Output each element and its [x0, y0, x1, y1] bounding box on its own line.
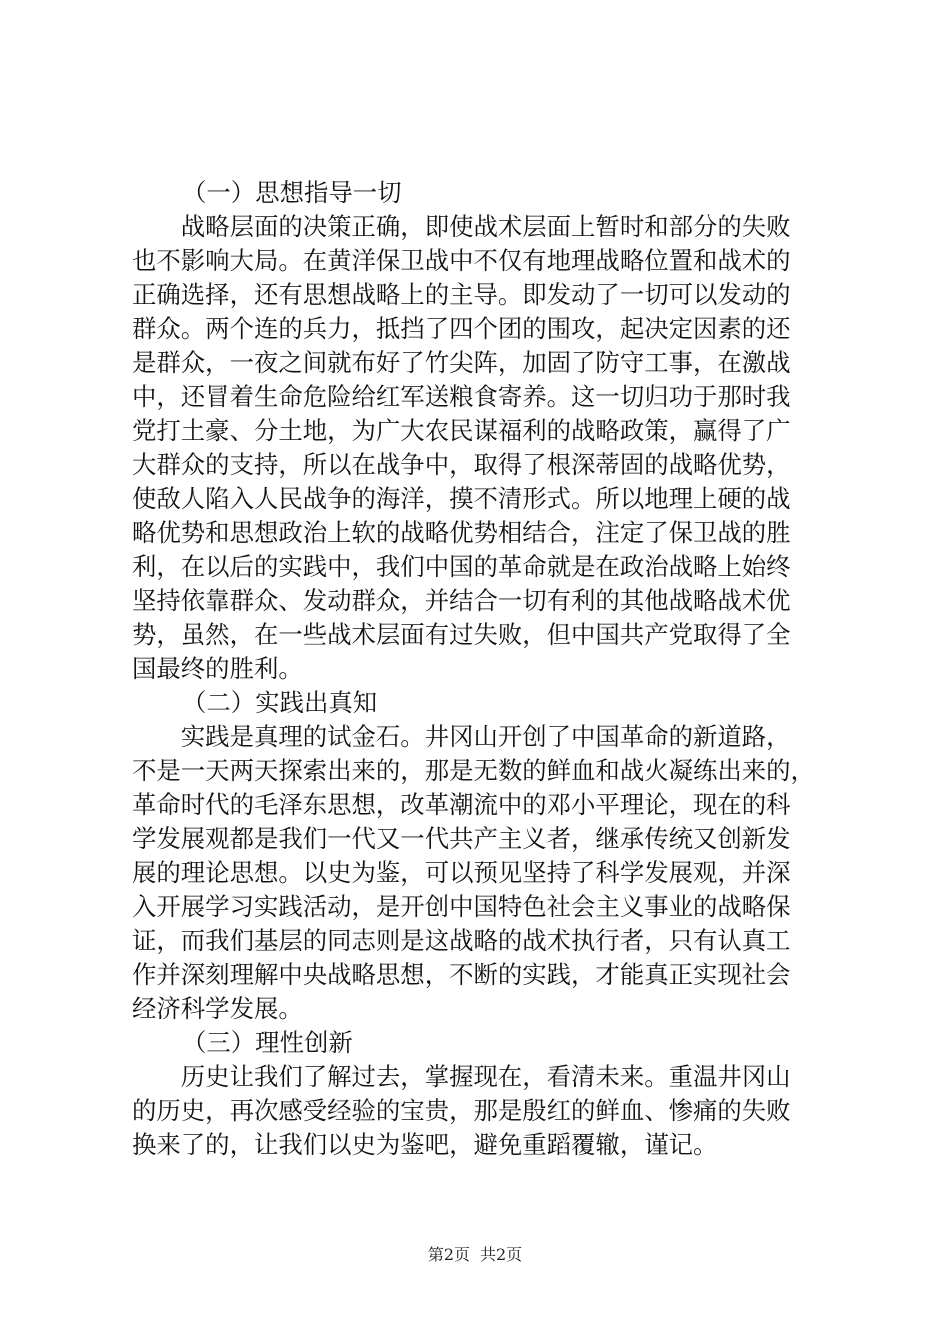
page-number: 第2页	[427, 1245, 470, 1264]
paragraph-line: 战略层面的决策正确，即使战术层面上暂时和部分的失败	[132, 212, 791, 241]
paragraph-line: 换来了的，让我们以史为鉴吧，避免重蹈覆辙，谨记。	[132, 1130, 718, 1159]
paragraph-line: 革命时代的毛泽东思想，改革潮流中的邓小平理论，现在的科	[132, 790, 791, 819]
section-heading-2: （二）实践出真知	[182, 688, 378, 717]
paragraph-line: 群众。两个连的兵力，抵挡了四个团的围攻，起决定因素的还	[132, 314, 791, 343]
paragraph-line: 展的理论思想。以史为鉴，可以预见坚持了科学发展观，并深	[132, 858, 791, 887]
paragraph-line: 经济科学发展。	[132, 994, 303, 1023]
paragraph-line: 证，而我们基层的同志则是这战略的战术执行者，只有认真工	[132, 926, 791, 955]
page-footer	[0, 1243, 950, 1267]
paragraph-line: 入开展学习实践活动，是开创中国特色社会主义事业的战略保	[132, 892, 791, 921]
paragraph-line: 学发展观都是我们一代又一代共产主义者，继承传统又创新发	[132, 824, 791, 853]
paragraph-line: 使敌人陷入人民战争的海洋，摸不清形式。所以地理上硬的战	[132, 484, 791, 513]
paragraph-line: 坚持依靠群众、发动群众，并结合一切有利的其他战略战术优	[132, 586, 791, 615]
paragraph-line: 实践是真理的试金石。井冈山开创了中国革命的新道路，	[132, 722, 791, 751]
paragraph-line: 作并深刻理解中央战略思想，不断的实践，才能真正实现社会	[132, 960, 791, 989]
paragraph-line: 的历史，再次感受经验的宝贵，那是殷红的鲜血、惨痛的失败	[132, 1096, 791, 1125]
paragraph-line: 不是一天两天探索出来的，那是无数的鲜血和战火凝练出来的，	[132, 756, 815, 785]
paragraph-line: 历史让我们了解过去，掌握现在，看清未来。重温井冈山	[132, 1062, 791, 1091]
section-heading-1: （一）思想指导一切	[182, 178, 402, 207]
paragraph-line: 利，在以后的实践中，我们中国的革命就是在政治战略上始终	[132, 552, 791, 581]
paragraph-line: 国最终的胜利。	[132, 654, 303, 683]
paragraph-line: 党打土豪、分土地，为广大农民谋福利的战略政策，赢得了广	[132, 416, 791, 445]
paragraph-line: 是群众，一夜之间就布好了竹尖阵，加固了防守工事，在激战	[132, 348, 791, 377]
paragraph-line: 中，还冒着生命危险给红军送粮食寄养。这一切归功于那时我	[132, 382, 791, 411]
page-total: 共2页	[480, 1245, 523, 1264]
paragraph-line: 大群众的支持，所以在战争中，取得了根深蒂固的战略优势，	[132, 450, 791, 479]
paragraph-line: 正确选择，还有思想战略上的主导。即发动了一切可以发动的	[132, 280, 791, 309]
paragraph-line: 也不影响大局。在黄洋保卫战中不仅有地理战略位置和战术的	[132, 246, 791, 275]
paragraph-line: 略优势和思想政治上软的战略优势相结合，注定了保卫战的胜	[132, 518, 791, 547]
section-heading-3: （三）理性创新	[182, 1028, 353, 1057]
paragraph-line: 势，虽然，在一些战术层面有过失败，但中国共产党取得了全	[132, 620, 791, 649]
